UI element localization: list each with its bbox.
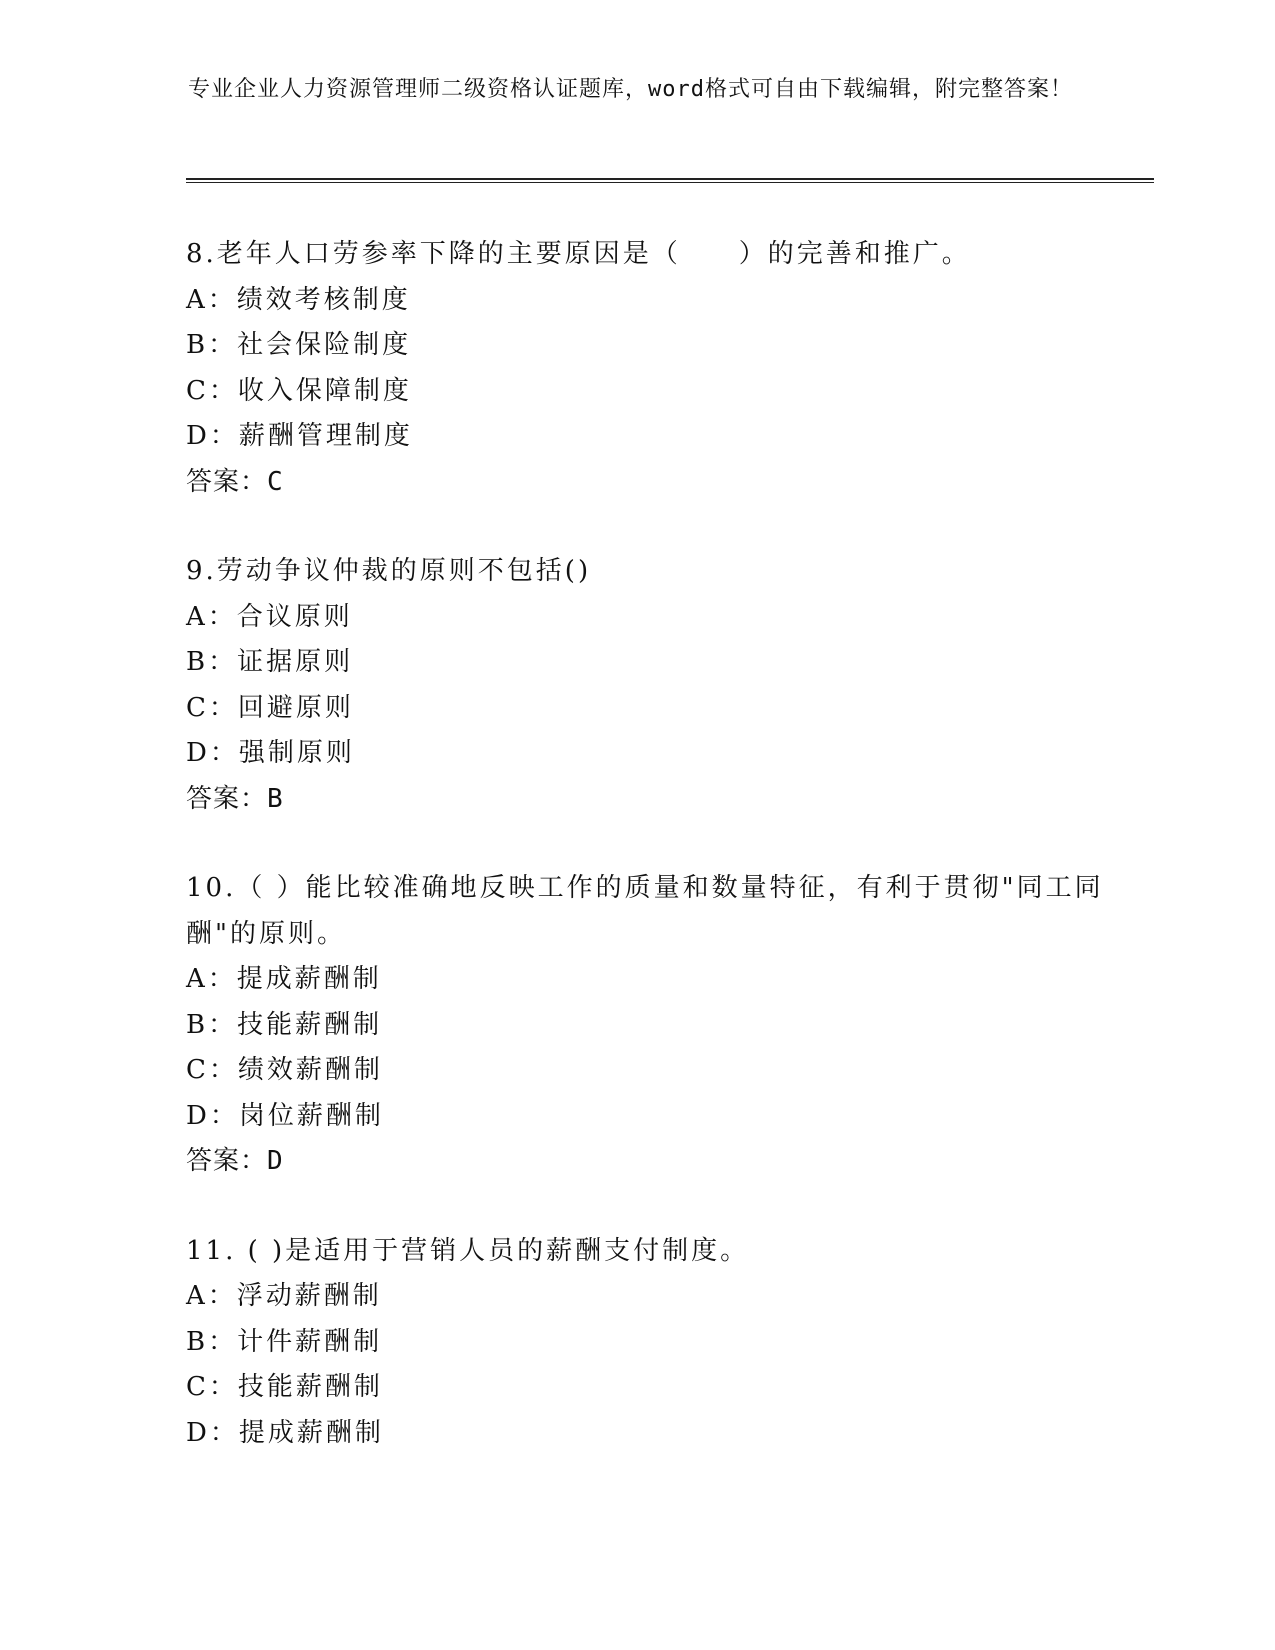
question-list <box>186 232 1106 1500</box>
question-11 <box>186 1229 1106 1457</box>
option-a: A：绩效考核制度 <box>186 284 411 315</box>
question-8 <box>186 232 1106 505</box>
question-stem: 8.老年人口劳参率下降的主要原因是（ ）的完善和推广。 <box>186 239 971 269</box>
option-b: B：计件薪酬制 <box>186 1326 383 1357</box>
option-d: D：岗位薪酬制 <box>186 1100 384 1131</box>
option-a: A：提成薪酬制 <box>186 964 382 994</box>
question-stem: 9.劳动争议仲裁的原则不包括() <box>186 556 592 586</box>
question-10 <box>186 866 1106 1185</box>
header-divider-thin <box>186 182 1154 183</box>
question-stem: 10.（ ）能比较准确地反映工作的质量和数量特征，有利于贯彻"同工同酬"的原则。 <box>186 873 1104 949</box>
option-b: B：证据原则 <box>186 647 354 677</box>
option-d: D：强制原则 <box>186 738 355 768</box>
option-a: A：合议原则 <box>186 601 353 632</box>
answer-label: 答案：B <box>186 783 284 814</box>
question-9 <box>186 549 1106 822</box>
option-c: C：绩效薪酬制 <box>186 1055 383 1085</box>
option-a: A：浮动薪酬制 <box>186 1281 382 1311</box>
header-divider-thick <box>186 178 1154 180</box>
document-header: 专业企业人力资源管理师二级资格认证题库，word格式可自由下载编辑，附完整答案！ <box>188 77 1073 102</box>
option-c: C：技能薪酬制 <box>186 1372 383 1402</box>
answer-label: 答案：D <box>186 1146 284 1176</box>
option-b: B：技能薪酬制 <box>186 1009 383 1040</box>
option-d: D：薪酬管理制度 <box>186 421 413 451</box>
answer-label: 答案：C <box>186 466 284 497</box>
option-c: C：收入保障制度 <box>186 375 412 406</box>
option-c: C：回避原则 <box>186 692 354 723</box>
option-b: B：社会保险制度 <box>186 330 412 360</box>
option-d: D：提成薪酬制 <box>186 1417 384 1448</box>
question-stem: 11. ( )是适用于营销人员的薪酬支付制度。 <box>186 1235 750 1266</box>
